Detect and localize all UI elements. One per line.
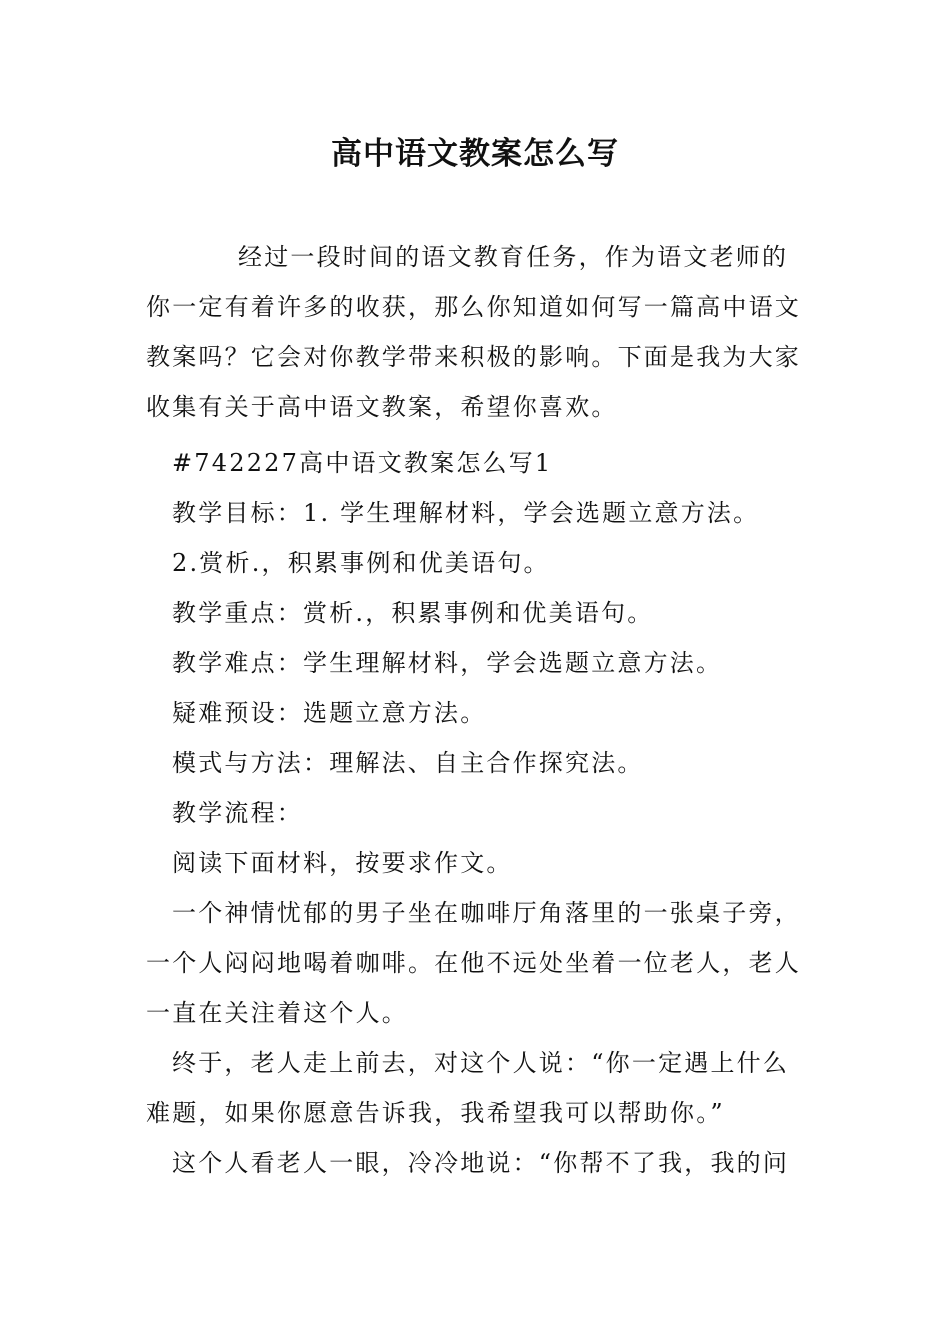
paragraph-story-1: 一个神情忧郁的男子坐在咖啡厅角落里的一张桌子旁，一个人闷闷地喝着咖啡。在他不远处坐着一位老人，老人一直在关注着这个人。 — [146, 899, 801, 1027]
document-body — [146, 232, 806, 1188]
paragraph-goal-2: 2.赏析.，积累事例和优美语句。 — [172, 549, 550, 577]
document-title: 高中语文教案怎么写 — [331, 136, 619, 172]
intro-paragraph: 经过一段时间的语文教育任务，作为语文老师的你一定有着许多的收获，那么你知道如何写一篇高中语文教案吗？它会对你教学带来积极的影响。下面是我为大家收集有关于高中语文教案，希望你喜欢。 — [146, 243, 801, 421]
paragraph-teaching-goals: 教学目标：1. 学生理解材料，学会选题立意方法。 — [172, 499, 760, 527]
paragraph-presets: 疑难预设：选题立意方法。 — [172, 699, 487, 727]
section-heading: #742227高中语文教案怎么写1 — [172, 449, 553, 477]
paragraph-story-2: 终于，老人走上前去，对这个人说：“你一定遇上什么难题，如果你愿意告诉我，我希望我可以帮助你。” — [146, 1049, 790, 1127]
paragraph-story-3: 这个人看老人一眼，冷冷地说：“你帮不了我，我的问 — [172, 1149, 790, 1177]
paragraph-methods: 模式与方法：理解法、自主合作探究法。 — [172, 749, 644, 777]
paragraph-key-points: 教学重点：赏析.，积累事例和优美语句。 — [172, 599, 654, 627]
paragraph-instruction: 阅读下面材料，按要求作文。 — [172, 849, 513, 877]
paragraph-difficulties: 教学难点：学生理解材料，学会选题立意方法。 — [172, 649, 723, 677]
paragraph-process: 教学流程： — [172, 799, 303, 827]
